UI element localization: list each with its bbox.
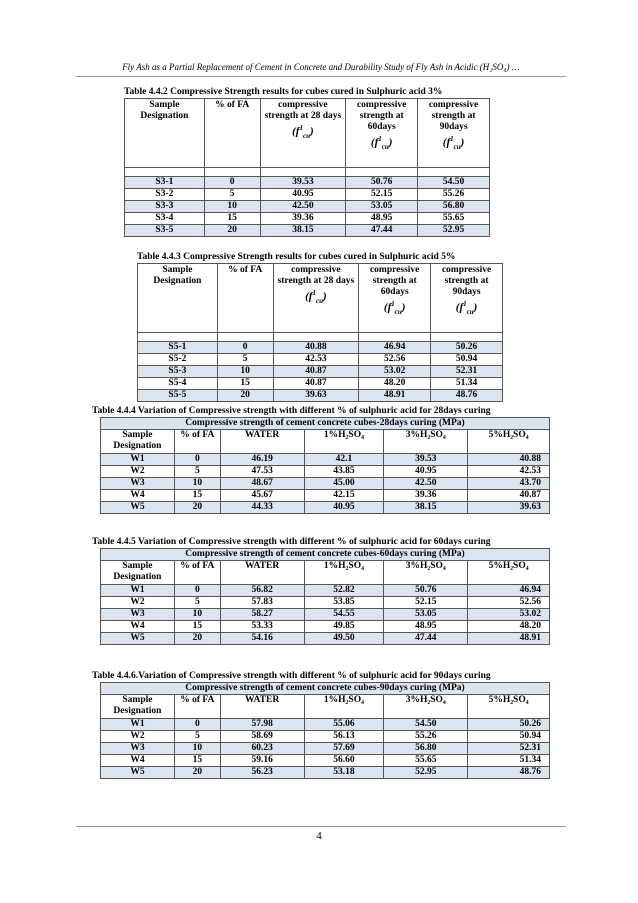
table-cell: 52.15 xyxy=(384,597,468,609)
header-text: compressive strength at 28 days xyxy=(264,100,342,121)
table-row xyxy=(101,731,550,743)
table-cell: 48.20 xyxy=(359,378,431,390)
table-cell: 58.69 xyxy=(220,731,304,743)
table-cell: 54.16 xyxy=(220,633,304,645)
header-cell: 3%H₂SO₄ xyxy=(384,430,468,454)
table-cell: 40.95 xyxy=(260,189,346,201)
table-cell: S5-1 xyxy=(138,342,218,354)
table-cell: 0 xyxy=(204,177,260,189)
table-cell: 55.26 xyxy=(418,189,490,201)
header-text: compressive strength at 90days xyxy=(441,265,492,297)
table-cell: 38.15 xyxy=(260,225,346,237)
footer-rule xyxy=(76,826,566,827)
table-cell: 53.05 xyxy=(346,201,418,213)
fcu-symbol: $(f^1_{cu})$ xyxy=(370,135,393,151)
table-cell: 57.98 xyxy=(220,719,304,731)
table-cell: 55.06 xyxy=(304,719,384,731)
table-cell: 56.60 xyxy=(304,755,384,767)
table-cell: 10 xyxy=(174,478,220,490)
header-cell xyxy=(418,99,490,168)
table-cell: W1 xyxy=(101,454,175,466)
table-cell: 50.94 xyxy=(431,354,503,366)
table-4-4-2-block xyxy=(124,87,490,237)
header-text: compressive strength at 28 days xyxy=(277,265,355,286)
table-cell: 43.85 xyxy=(304,466,384,478)
table-cell: 56.80 xyxy=(418,201,490,213)
header-cell: Sample Designation xyxy=(101,695,175,719)
table-cell: 10 xyxy=(174,743,220,755)
table-cell: 42.53 xyxy=(468,466,550,478)
header-cell: Sample Designation xyxy=(101,430,175,454)
table-cell: 20 xyxy=(174,502,220,514)
table-cell: W2 xyxy=(101,731,175,743)
table-row xyxy=(101,490,550,502)
table-4-4-5-block xyxy=(92,537,550,645)
table-cell: 59.16 xyxy=(220,755,304,767)
header-cell: 1%H₂SO₄ xyxy=(304,695,384,719)
table-4-4-2 xyxy=(124,98,490,237)
table-caption: Table 4.4.2 Compressive Strength results for cubes cured in Sulphuric acid 3% xyxy=(124,87,443,97)
table-cell: 20 xyxy=(174,767,220,779)
table-cell: W5 xyxy=(101,633,175,645)
table-cell: 49.50 xyxy=(304,633,384,645)
header-text: compressive strength at 90days xyxy=(428,100,479,132)
table-cell: 42.15 xyxy=(304,490,384,502)
header-cell: Sample Designation xyxy=(101,561,175,585)
table-cell: W5 xyxy=(101,767,175,779)
table-cell: 56.82 xyxy=(220,585,304,597)
table-row xyxy=(101,454,550,466)
table-cell: 5 xyxy=(204,189,260,201)
table-row xyxy=(101,755,550,767)
table-row xyxy=(101,609,550,621)
table-cell: 49.85 xyxy=(304,621,384,633)
table-cell: W1 xyxy=(101,719,175,731)
table-cell: 5 xyxy=(174,731,220,743)
table-cell: 53.85 xyxy=(304,597,384,609)
table-cell: 5 xyxy=(174,466,220,478)
header-cell xyxy=(273,264,359,333)
table-cell: 50.76 xyxy=(346,177,418,189)
table-cell: 50.26 xyxy=(431,342,503,354)
table-cell: 20 xyxy=(217,390,273,402)
fcu-symbol: $(f^1_{cu})$ xyxy=(305,289,327,305)
table-cell: 52.82 xyxy=(304,585,384,597)
table-row xyxy=(125,189,490,201)
table-cell: W4 xyxy=(101,755,175,767)
table-row xyxy=(101,743,550,755)
table-row xyxy=(101,502,550,514)
table-cell: 40.88 xyxy=(468,454,550,466)
table-cell: 48.91 xyxy=(359,390,431,402)
header-cell: % of FA xyxy=(174,430,220,454)
table-cell: 53.02 xyxy=(359,366,431,378)
table-cell: 50.76 xyxy=(384,585,468,597)
table-row xyxy=(125,213,490,225)
table-cell: 10 xyxy=(204,201,260,213)
header-cell: 1%H₂SO₄ xyxy=(304,561,384,585)
table-row xyxy=(101,585,550,597)
header-cell: % of FA xyxy=(217,264,273,333)
table-cell: 47.53 xyxy=(220,466,304,478)
header-cell xyxy=(346,99,418,168)
table-cell: W5 xyxy=(101,502,175,514)
fcu-symbol: $(f^1_{cu})$ xyxy=(292,124,314,140)
table-cell: 48.91 xyxy=(468,633,550,645)
table-row xyxy=(101,478,550,490)
header-cell: 1%H₂SO₄ xyxy=(304,430,384,454)
table-cell: 15 xyxy=(174,621,220,633)
table-cell: 52.95 xyxy=(418,225,490,237)
table-cell: 45.67 xyxy=(220,490,304,502)
table-cell: 57.83 xyxy=(220,597,304,609)
table-4-4-3-block xyxy=(137,252,503,402)
table-cell: 0 xyxy=(174,719,220,731)
table-cell: 50.94 xyxy=(468,731,550,743)
table-cell: 15 xyxy=(174,490,220,502)
table-cell: 53.18 xyxy=(304,767,384,779)
table-cell: 42.53 xyxy=(273,354,359,366)
table-cell: 46.94 xyxy=(359,342,431,354)
table-title: Compressive strength of cement concrete cubes-60days curing (MPa) xyxy=(101,549,550,561)
table-cell: 56.13 xyxy=(304,731,384,743)
fcu-symbol: $(f^1_{cu})$ xyxy=(442,135,465,151)
table-cell: 60.23 xyxy=(220,743,304,755)
table-cell: 57.69 xyxy=(304,743,384,755)
table-cell: 40.87 xyxy=(273,378,359,390)
table-cell: W3 xyxy=(101,609,175,621)
table-cell: S3-5 xyxy=(125,225,205,237)
table-cell: 48.20 xyxy=(468,621,550,633)
table-title: Compressive strength of cement concrete cubes-90days curing (MPa) xyxy=(101,683,550,695)
table-row xyxy=(101,633,550,645)
header-text: compressive strength at 60days xyxy=(369,265,420,297)
table-cell: 0 xyxy=(174,454,220,466)
table-row xyxy=(101,597,550,609)
table-cell: 40.95 xyxy=(304,502,384,514)
table-cell: S5-3 xyxy=(138,366,218,378)
table-4-4-6-block xyxy=(92,671,550,779)
header-cell: Sample Designation xyxy=(138,264,218,333)
table-cell: 0 xyxy=(174,585,220,597)
header-cell: 5%H₂SO₄ xyxy=(468,561,550,585)
table-row xyxy=(101,621,550,633)
table-4-4-3 xyxy=(137,263,503,402)
table-cell: 48.95 xyxy=(384,621,468,633)
header-cell: % of FA xyxy=(174,561,220,585)
table-cell: 56.80 xyxy=(384,743,468,755)
table-cell: S3-1 xyxy=(125,177,205,189)
table-cell: 45.00 xyxy=(304,478,384,490)
header-cell: 3%H₂SO₄ xyxy=(384,561,468,585)
table-cell: 42.50 xyxy=(260,201,346,213)
header-cell: 3%H₂SO₄ xyxy=(384,695,468,719)
table-cell: 52.56 xyxy=(468,597,550,609)
running-header: Fly Ash as a Partial Replacement of Cement in Concrete and Durability Study of Fly Ash in Acidic (H₂SO₄) … xyxy=(122,62,520,72)
table-cell: 52.31 xyxy=(431,366,503,378)
table-cell: 53.33 xyxy=(220,621,304,633)
table-cell: S5-2 xyxy=(138,354,218,366)
table-cell: 39.36 xyxy=(260,213,346,225)
table-cell: 15 xyxy=(204,213,260,225)
table-cell: 40.87 xyxy=(273,366,359,378)
table-cell: W3 xyxy=(101,743,175,755)
table-cell: 58.27 xyxy=(220,609,304,621)
table-cell: 52.15 xyxy=(346,189,418,201)
fcu-symbol: $(f^1_{cu})$ xyxy=(455,300,478,316)
table-cell: 52.95 xyxy=(384,767,468,779)
table-cell: 48.67 xyxy=(220,478,304,490)
table-cell: 54.50 xyxy=(418,177,490,189)
table-cell: 54.55 xyxy=(304,609,384,621)
table-row xyxy=(125,225,490,237)
table-cell: 46.94 xyxy=(468,585,550,597)
table-cell: 40.95 xyxy=(384,466,468,478)
table-cell: 15 xyxy=(174,755,220,767)
table-cell: 10 xyxy=(174,609,220,621)
table-cell: 20 xyxy=(174,633,220,645)
table-cell: 48.95 xyxy=(346,213,418,225)
header-text: compressive strength at 60days xyxy=(356,100,407,132)
table-cell: 55.65 xyxy=(384,755,468,767)
table-cell: 15 xyxy=(217,378,273,390)
table-cell: S5-5 xyxy=(138,390,218,402)
table-row xyxy=(101,767,550,779)
table-cell: 0 xyxy=(217,342,273,354)
header-cell: WATER xyxy=(220,695,304,719)
table-cell: W1 xyxy=(101,585,175,597)
table-cell: 38.15 xyxy=(384,502,468,514)
table-row xyxy=(138,390,503,402)
table-cell: 51.34 xyxy=(431,378,503,390)
table-cell: 42.1 xyxy=(304,454,384,466)
table-cell: 39.63 xyxy=(273,390,359,402)
table-cell: 52.31 xyxy=(468,743,550,755)
header-cell: WATER xyxy=(220,561,304,585)
table-cell: 5 xyxy=(174,597,220,609)
table-caption: Table 4.4.5 Variation of Compressive strength with different % of sulphuric acid for 60days curing xyxy=(92,537,491,547)
table-row xyxy=(125,201,490,213)
header-cell xyxy=(359,264,431,333)
table-caption: Table 4.4.6.Variation of Compressive strength with different % of sulphuric acid for 90days curing xyxy=(92,671,491,681)
table-row xyxy=(138,342,503,354)
header-rule xyxy=(76,76,566,77)
table-cell: W4 xyxy=(101,621,175,633)
table-cell: 47.44 xyxy=(384,633,468,645)
table-cell: 48.76 xyxy=(468,767,550,779)
table-cell: 42.50 xyxy=(384,478,468,490)
table-row xyxy=(138,366,503,378)
table-cell: 53.05 xyxy=(384,609,468,621)
page-number: 4 xyxy=(316,830,322,842)
table-cell: S5-4 xyxy=(138,378,218,390)
header-cell xyxy=(260,99,346,168)
table-row xyxy=(101,466,550,478)
table-title: Compressive strength of cement concrete cubes-28days curing (MPa) xyxy=(101,418,550,430)
table-caption: Table 4.4.4 Variation of Compressive strength with different % of sulphuric acid for 28days curing xyxy=(92,406,491,416)
table-cell: 40.87 xyxy=(468,490,550,502)
table-row xyxy=(138,354,503,366)
table-cell: 39.63 xyxy=(468,502,550,514)
table-cell: 44.33 xyxy=(220,502,304,514)
header-cell: 5%H₂SO₄ xyxy=(468,430,550,454)
table-cell: 5 xyxy=(217,354,273,366)
table-cell: 51.34 xyxy=(468,755,550,767)
table-4-4-4-block xyxy=(92,406,550,514)
table-cell: 40.88 xyxy=(273,342,359,354)
table-row xyxy=(101,719,550,731)
header-cell: % of FA xyxy=(174,695,220,719)
header-cell: % of FA xyxy=(204,99,260,168)
table-cell: 55.65 xyxy=(418,213,490,225)
table-cell: 46.19 xyxy=(220,454,304,466)
table-cell: 47.44 xyxy=(346,225,418,237)
table-cell: 53.02 xyxy=(468,609,550,621)
table-cell: 39.36 xyxy=(384,490,468,502)
table-row xyxy=(125,177,490,189)
table-cell: 54.50 xyxy=(384,719,468,731)
table-cell: 48.76 xyxy=(431,390,503,402)
table-cell: W3 xyxy=(101,478,175,490)
table-row xyxy=(138,378,503,390)
header-cell: WATER xyxy=(220,430,304,454)
table-cell: W2 xyxy=(101,466,175,478)
table-cell: 50.26 xyxy=(468,719,550,731)
table-4-4-5 xyxy=(100,548,550,645)
header-cell: 5%H₂SO₄ xyxy=(468,695,550,719)
table-cell: S3-4 xyxy=(125,213,205,225)
table-cell: 52.56 xyxy=(359,354,431,366)
table-cell: 10 xyxy=(217,366,273,378)
table-cell: 56.23 xyxy=(220,767,304,779)
table-4-4-6 xyxy=(100,682,550,779)
header-cell: Sample Designation xyxy=(125,99,205,168)
table-cell: 39.53 xyxy=(384,454,468,466)
table-cell: S3-3 xyxy=(125,201,205,213)
fcu-symbol: $(f^1_{cu})$ xyxy=(383,300,406,316)
table-cell: W4 xyxy=(101,490,175,502)
table-cell: 43.70 xyxy=(468,478,550,490)
table-cell: 55.26 xyxy=(384,731,468,743)
table-cell: 20 xyxy=(204,225,260,237)
table-caption: Table 4.4.3 Compressive Strength results for cubes cured in Sulphuric acid 5% xyxy=(137,252,456,262)
table-4-4-4 xyxy=(100,417,550,514)
table-cell: W2 xyxy=(101,597,175,609)
table-cell: 39.53 xyxy=(260,177,346,189)
header-cell xyxy=(431,264,503,333)
table-cell: S3-2 xyxy=(125,189,205,201)
